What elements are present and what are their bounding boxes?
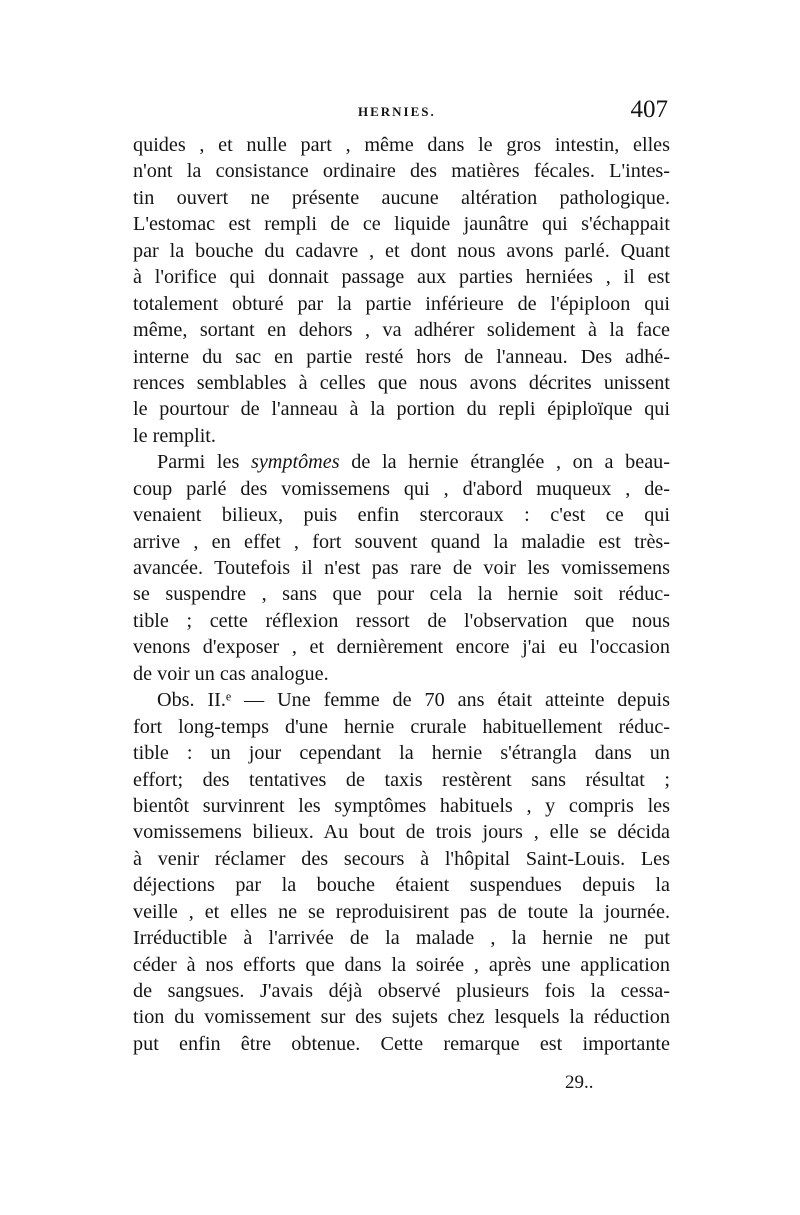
paragraph-start-line: Parmi les symptômes de la hernie étranglée , on a beau- <box>157 451 670 474</box>
text-line: se suspendre , sans que pour cela la hernie soit réduc- <box>133 583 670 606</box>
text-line: rences semblables à celles que nous avons décrites unissent <box>133 371 670 394</box>
text-line: de voir un cas analogue. <box>133 662 329 685</box>
text-line: quides , et nulle part , même dans le gros intestin, elles <box>133 134 670 156</box>
text-line: L'estomac est rempli de ce liquide jaunâtre qui s'échappait <box>133 213 670 236</box>
text-line: tin ouvert ne présente aucune altération pathologique. <box>133 186 670 209</box>
text-line: coup parlé des vomissemens qui , d'abord muqueux , de- <box>133 477 670 500</box>
text-line: bientôt survinrent les symptômes habituels , y compris les <box>133 794 670 817</box>
italic-word: symptômes <box>250 451 340 474</box>
text-line: à venir réclamer des secours à l'hôpital Saint-Louis. Les <box>133 847 670 870</box>
text-line: tible ; cette réflexion ressort de l'observation que nous <box>133 609 670 632</box>
text-line: céder à nos efforts que dans la soirée , après une application <box>133 953 670 976</box>
text-line: tible : un jour cependant la hernie s'étrangla dans un <box>133 742 670 765</box>
text-line: put enfin être obtenue. Cette remarque est importante <box>133 1032 670 1055</box>
text-line: avancée. Toutefois il n'est pas rare de voir les vomissemens <box>133 557 670 579</box>
text-line: déjections par la bouche étaient suspendues depuis la <box>133 874 670 897</box>
text-line: Irréductible à l'arrivée de la malade , la hernie ne put <box>133 927 670 950</box>
running-title: HERNIES. <box>358 104 436 119</box>
text-line: interne du sac en partie resté hors de l'anneau. Des adhé- <box>133 345 670 368</box>
text-line: de sangsues. J'avais déjà observé plusieurs fois la cessa- <box>133 980 670 1002</box>
text-line: arrive , en effet , fort souvent quand la maladie est très- <box>133 530 670 553</box>
page-number: 407 <box>630 96 668 123</box>
text-line: fort long-temps d'une hernie crurale habituellement réduc- <box>133 715 670 738</box>
body-text <box>133 132 670 1057</box>
running-head <box>128 96 668 128</box>
text-line: totalement obturé par la partie inférieure de l'épiploon qui <box>133 292 670 315</box>
text-line: le pourtour de l'anneau à la portion du repli épiploïque qui <box>133 398 670 421</box>
paragraph-start-line: Obs. II.ᵉ — Une femme de 70 ans était atteinte depuis <box>157 689 670 712</box>
text-line: venaient bilieux, puis enfin stercoraux : c'est ce qui <box>133 504 670 527</box>
text-line: tion du vomissement sur des sujets chez lesquels la réduction <box>133 1006 670 1029</box>
text-line: le remplit. <box>133 424 216 447</box>
text-line: à l'orifice qui donnait passage aux parties herniées , il est <box>133 266 670 289</box>
text-line: veille , et elles ne se reproduisirent pas de toute la journée. <box>133 900 670 923</box>
text-line: vomissemens bilieux. Au bout de trois jours , elle se décida <box>133 821 670 844</box>
text-line: même, sortant en dehors , va adhérer solidement à la face <box>133 319 670 342</box>
text-line: n'ont la consistance ordinaire des matières fécales. L'intes- <box>133 160 670 183</box>
text-line: venons d'exposer , et dernièrement encore j'ai eu l'occasion <box>133 636 670 659</box>
signature-mark: 29.. <box>565 1072 594 1093</box>
text-line: effort; des tentatives de taxis restèrent sans résultat ; <box>133 768 670 791</box>
text-line: par la bouche du cadavre , et dont nous avons parlé. Quant <box>133 239 670 262</box>
